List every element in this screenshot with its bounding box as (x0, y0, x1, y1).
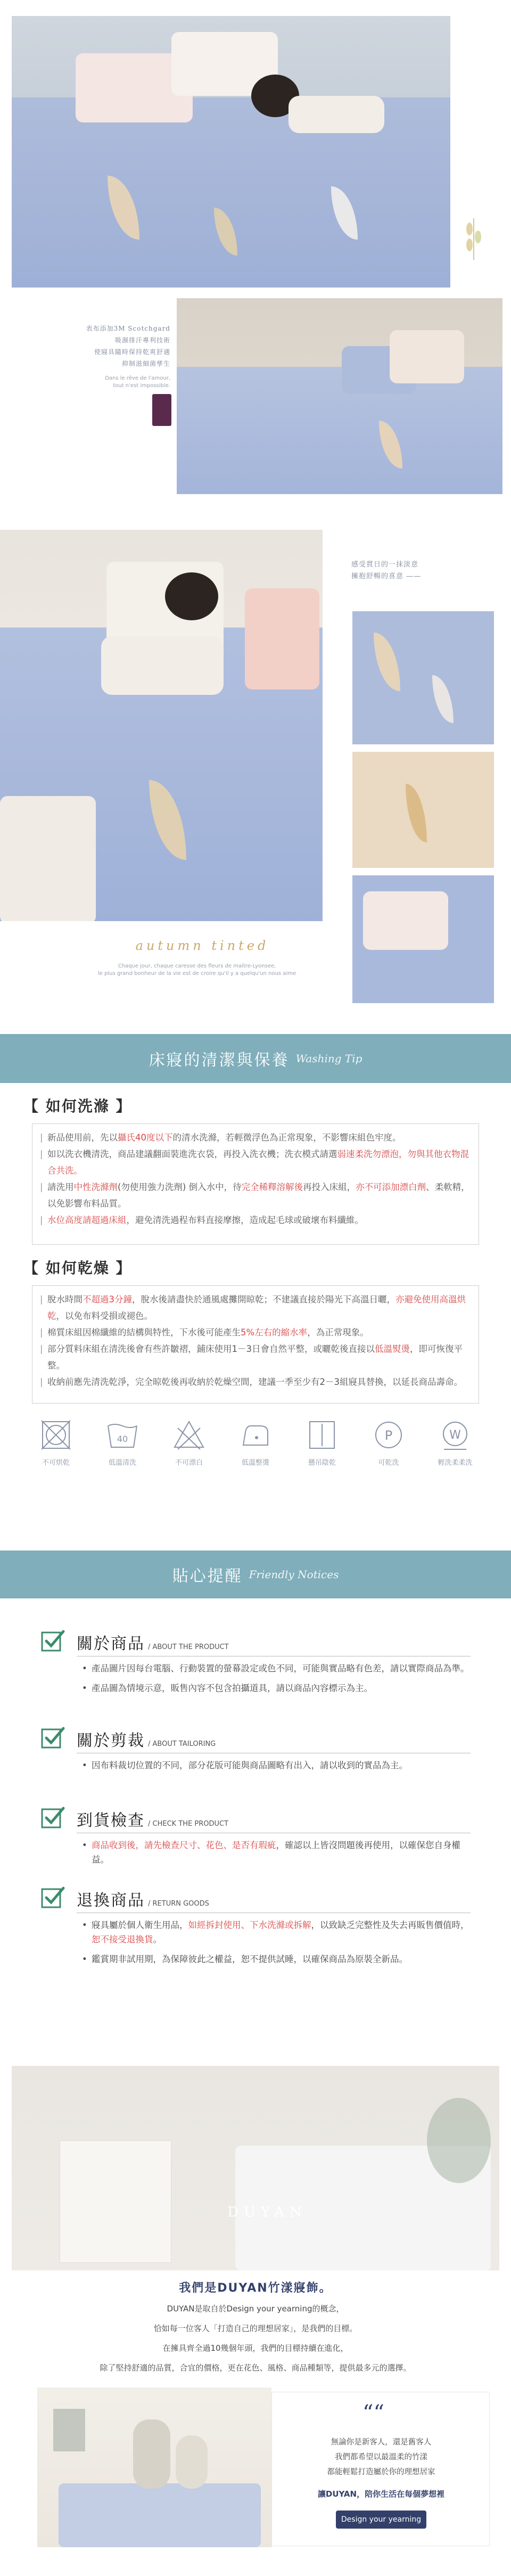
friendly-notices-bar (0, 1550, 511, 1598)
dry-instruction-item: | 收納前應先清洗乾淨，完全晾乾後再收納於乾燥空間，建議一季至少有2－3組寢具替換，以延長商品壽命。 (40, 1374, 471, 1390)
notice-line: • 產品圖為情境示意，販售內容不包含拍攝道具，請以商品內容標示為主。 (82, 1681, 471, 1695)
low-iron-icon: 低溫整燙 (232, 1416, 279, 1467)
notice-title: 關於商品 / ABOUT THE PRODUCT (77, 1635, 229, 1653)
brand-room-photo (12, 2066, 499, 2270)
friendly-notices-subtitle: Friendly Notices (249, 1568, 339, 1581)
bed-photo-3 (0, 530, 323, 921)
french-note: Dans le rêve de l'amour, tout n'est impossible. (105, 375, 170, 389)
friendly-notices-title: 貼心提醒 (172, 1567, 243, 1586)
washing-tip-title: 床寢的清潔與保養 (149, 1051, 290, 1070)
wash-instruction-item: | 新品使用前，先以攝氏40度以下的清水洗滌，若輕微浮色為正常現象，不影響床組色牢度。 (40, 1129, 471, 1146)
closing-line: 讓DUYAN，陪你生活在每個夢想裡 (317, 2489, 445, 2499)
dry-clean-icon: P 可乾洗 (365, 1416, 413, 1467)
checkbox-check-icon (40, 1885, 65, 1909)
notice-line: • 鑑賞期非試用期，為保障彼此之權益，恕不提供試睡，以確保商品為原裝全新品。 (82, 1952, 471, 1966)
checkbox-check-icon (40, 1725, 65, 1750)
scotchgard-badge (152, 394, 171, 426)
no-tumble-dry-icon: 不可烘乾 (32, 1416, 80, 1467)
family-photo (37, 2388, 271, 2547)
fabric-note: 表布添加3M Scotchgard 吸濕排汗專利技術 使寢具隨時保持乾爽舒適 抑制滋細菌孳生 (86, 325, 170, 367)
brand-paragraph: DUYAN是取自於Design your yearning的概念， 恰如每一位客人「打造自己的理想居家」，是我們的目標。 在擁具齊全過10幾個年頭，我們的目標持續在進化， 除了堅持舒適的品質，合宜的價格，更在花色、風格、商品種類等，提供最多元的選擇。 (100, 2304, 411, 2373)
notice-line: • 商品收到後，請先檢查尺寸、花色、是否有瑕疵，確認以上皆沒問題後再使用，以確保您自身權益。 (82, 1838, 471, 1867)
feel-note: 感受貫日的一抹淡意 擁抱舒暢的喜意 —— (351, 561, 422, 580)
dry-instruction-item: | 部分質料床組在清洗後會有些許皺褶，鋪床使用1－3日會自然平整，或曬乾後直接以低溫熨燙，即可恢復平整。 (40, 1341, 471, 1374)
leaf-illustration (463, 213, 484, 261)
notice-title: 到貨檢查 / CHECK THE PRODUCT (77, 1811, 229, 1830)
gentle-wet-clean-icon: W 輕洗柔柔洗 (431, 1416, 479, 1467)
brand-quote-box (271, 2392, 490, 2546)
bed-photo-2 (177, 298, 502, 494)
script-title: autumn tinted (135, 938, 269, 953)
quote-text: 無論你是新客人，還是舊客人 我們都希望以最溫柔的竹漾 都能輕鬆打造屬於你的理想居家 (327, 2438, 435, 2476)
brand-title: 我們是DUYAN竹漾寢飾。 (179, 2282, 332, 2295)
dry-heading: 【 如何乾燥 】 (23, 1259, 132, 1277)
svg-text:W: W (449, 1429, 461, 1442)
fabric-detail-1 (352, 611, 494, 744)
brand-logo: DUYAN (227, 2204, 307, 2220)
fabric-detail-3 (352, 875, 494, 1003)
svg-text:P: P (384, 1428, 393, 1443)
wash-heading: 【 如何洗滌 】 (23, 1097, 132, 1115)
wash-instruction-item: | 請洗用中性洗滌劑(勿使用強力洗劑) 倒入水中，待完全稀釋溶解後再投入床組，亦不可添加漂白劑、柔軟精，以免影響布料品質。 (40, 1179, 471, 1212)
no-bleach-icon: 不可漂白 (165, 1416, 213, 1467)
checkbox-check-icon (40, 1805, 65, 1830)
dry-instruction-item: | 棉質床組因棉纖維的結構與特性，下水後可能產生5%左右的縮水率，為正常現象。 (40, 1324, 471, 1341)
notice-title: 退換商品 / RETURN GOODS (77, 1891, 209, 1910)
slogan-pill: Design your yearning (336, 2511, 426, 2529)
checkbox-check-icon (40, 1628, 65, 1653)
dry-instruction-item: | 脫水時間不超過3分鐘，脫水後請盡快於通風處攤開晾乾；不建議直接於陽光下高溫日曬，亦避免使用高溫烘乾，以免布料受損或褪色。 (40, 1291, 471, 1324)
wash-40-icon: 40 低溫清洗 (98, 1416, 146, 1467)
washing-tip-bar (0, 1034, 511, 1083)
wash-instruction-item: | 如以洗衣機清洗，商品建議翻面裝進洗衣袋，再投入洗衣機；洗衣模式請選弱速柔洗勿漂泡，勿與其他衣物混合共洗。 (40, 1146, 471, 1179)
wash-instructions (32, 1123, 479, 1245)
fabric-detail-2 (352, 752, 494, 868)
quote-mark: ““ (362, 2401, 384, 2425)
notice-line: • 因布料裁切位置的不同，部分花版可能與商品圖略有出入，請以收到的實品為主。 (82, 1758, 471, 1773)
washing-tip-subtitle: Washing Tip (295, 1052, 362, 1065)
care-icons (32, 1416, 479, 1467)
hero-bedroom-photo (12, 16, 450, 288)
notice-title: 關於剪裁 / ABOUT TAILORING (77, 1732, 216, 1750)
dry-instructions (32, 1285, 479, 1404)
notice-line: • 寢具屬於個人衛生用品，如經拆封使用、下水洗滌或拆解，以致缺乏完整性及失去再販售價值時，恕不接受退換貨。 (82, 1918, 471, 1947)
script-subtitle: Chaque jour, chaque caresse des fleurs de maitre-Lyonsee, le plus grand bonheur de la vie est de croire qu'il y a quelqu'un nous aime (97, 963, 296, 977)
svg-text:40: 40 (117, 1434, 128, 1444)
notice-line: • 產品圖片因每台電腦、行動裝置的螢幕設定或色不同，可能與實品略有色差，請以實際商品為準。 (82, 1661, 471, 1676)
wash-instruction-item: | 水位高度請超過床組，避免清洗過程布料直接摩擦，造成起毛球或破壞布料纖維。 (40, 1212, 471, 1228)
line-dry-shade-icon: 懸吊陰乾 (298, 1416, 346, 1467)
